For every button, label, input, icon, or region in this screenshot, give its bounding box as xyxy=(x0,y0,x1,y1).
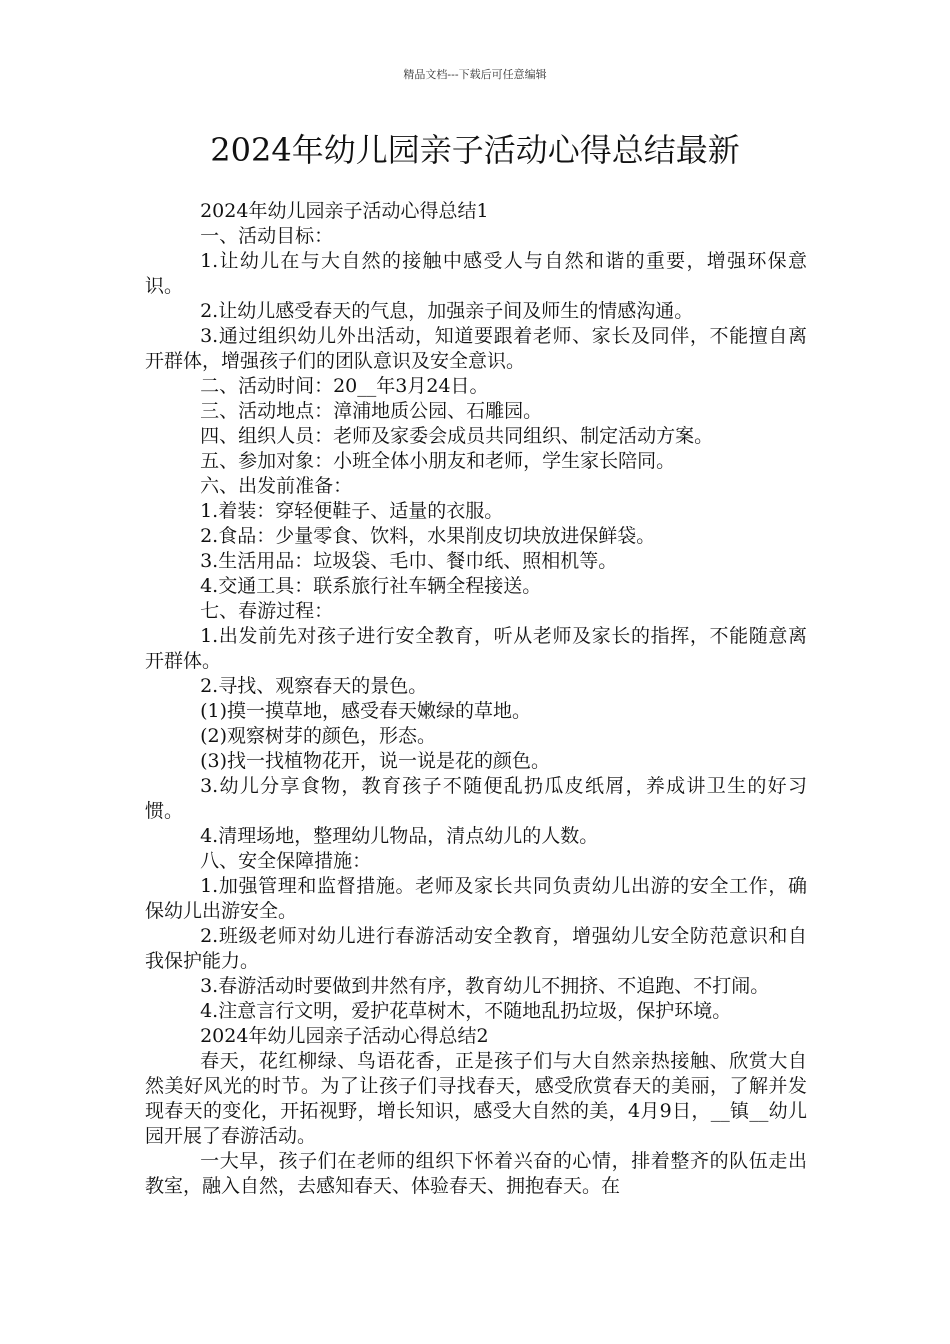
paragraph: 八、安全保障措施： xyxy=(200,850,372,872)
paragraph: 2024年幼儿园亲子活动心得总结2 xyxy=(200,1025,489,1047)
paragraph: 二、活动时间：20__年3月24日。 xyxy=(200,375,489,397)
paragraph: 六、出发前准备： xyxy=(200,475,353,497)
paragraph: 2.班级老师对幼儿进行春游活动安全教育，增强幼儿安全防范意识和自我保护能力。 xyxy=(145,925,807,972)
document-body xyxy=(145,199,807,1199)
paragraph: 春天，花红柳绿、鸟语花香，正是孩子们与大自然亲热接触、欣赏大自然美好风光的时节。为了让孩子们寻找春天，感受欣赏春天的美丽，了解并发现春天的变化，开拓视野，增长知识，感受大自然的美，4月9日，__镇__幼儿园开展了春游活动。 xyxy=(145,1050,807,1147)
header-note: 精品文档---下载后可任意编辑 xyxy=(403,68,547,81)
paragraph: 3.春游活动时要做到井然有序，教育幼儿不拥挤、不追跑、不打闹。 xyxy=(200,975,770,997)
paragraph: 3.幼儿分享食物，教育孩子不随便乱扔瓜皮纸屑，养成讲卫生的好习惯。 xyxy=(145,775,807,822)
paragraph: (3)找一找植物花开，说一说是花的颜色。 xyxy=(200,750,551,772)
paragraph: 五、参加对象：小班全体小朋友和老师，学生家长陪同。 xyxy=(200,450,676,472)
paragraph: 4.注意言行文明，爱护花草树木，不随地乱扔垃圾，保护环境。 xyxy=(200,1000,732,1022)
paragraph: 1.让幼儿在与大自然的接触中感受人与自然和谐的重要，增强环保意识。 xyxy=(145,250,807,297)
paragraph: 一大早，孩子们在老师的组织下怀着兴奋的心情，排着整齐的队伍走出教室，融入自然，去感知春天、体验春天、拥抱春天。在 xyxy=(145,1150,807,1197)
paragraph: 4.清理场地，整理幼儿物品，清点幼儿的人数。 xyxy=(200,825,599,847)
paragraph: 三、活动地点：漳浦地质公园、石雕园。 xyxy=(200,400,543,422)
paragraph: 3.生活用品：垃圾袋、毛巾、餐巾纸、照相机等。 xyxy=(200,550,618,572)
paragraph: 4.交通工具：联系旅行社车辆全程接送。 xyxy=(200,575,542,597)
paragraph: 四、组织人员：老师及家委会成员共同组织、制定活动方案。 xyxy=(200,425,714,447)
paragraph: 3.通过组织幼儿外出活动，知道要跟着老师、家长及同伴，不能擅自离开群体，增强孩子们的团队意识及安全意识。 xyxy=(145,325,807,372)
paragraph: 1.着装：穿轻便鞋子、适量的衣服。 xyxy=(200,500,504,522)
paragraph: (2)观察树芽的颜色，形态。 xyxy=(200,725,437,747)
document-title: 2024年幼儿园亲子活动心得总结最新 xyxy=(210,131,740,169)
paragraph: 七、春游过程： xyxy=(200,600,334,622)
paragraph: 2.食品：少量零食、饮料，水果削皮切块放进保鲜袋。 xyxy=(200,525,656,547)
paragraph: (1)摸一摸草地，感受春天嫩绿的草地。 xyxy=(200,700,532,722)
paragraph: 2.让幼儿感受春天的气息，加强亲子间及师生的情感沟通。 xyxy=(200,300,694,322)
paragraph: 2.寻找、观察春天的景色。 xyxy=(200,675,428,697)
paragraph: 2024年幼儿园亲子活动心得总结1 xyxy=(200,200,489,222)
paragraph: 1.出发前先对孩子进行安全教育，听从老师及家长的指挥，不能随意离开群体。 xyxy=(145,625,807,672)
paragraph: 一、活动目标： xyxy=(200,225,334,247)
paragraph: 1.加强管理和监督措施。老师及家长共同负责幼儿出游的安全工作，确保幼儿出游安全。 xyxy=(145,875,807,922)
